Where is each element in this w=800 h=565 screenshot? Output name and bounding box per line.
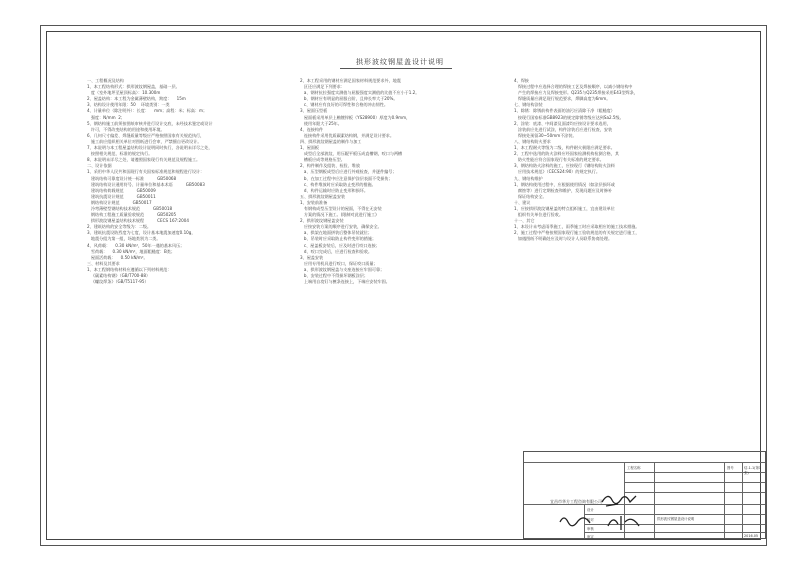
note-line: 1、屋面板 bbox=[300, 145, 319, 151]
note-line: 十、建议 bbox=[514, 199, 531, 205]
note-line: 《螺纹焊条》（GB/T5117-95） bbox=[87, 279, 149, 285]
note-line: 4、连接构件 bbox=[300, 126, 324, 132]
note-line: 上端用自攻钉与檩条连接上，下端应安装牢固。 bbox=[300, 279, 390, 285]
note-line: 产生的焊接应力及焊接变形。Q235与Q235焊接采用E43型焊条， bbox=[514, 90, 638, 96]
note-line: 成型后全部波纹，用压辊平板压成直槽钢，咬口与两槽 bbox=[300, 151, 403, 157]
note-line: 度（室外地坪至屋顶标高）：10.300m bbox=[87, 90, 161, 96]
note-line: 建筑结构荷载规范 GB50009 bbox=[87, 187, 156, 193]
title-block-label-approve: 审定 bbox=[587, 535, 594, 539]
note-line: 1、安装前准备 bbox=[300, 199, 328, 205]
note-line: 3、屋面压型板 bbox=[300, 108, 328, 114]
note-line: c、钢材应有良好的可焊性和合格的冲击韧性。 bbox=[300, 102, 389, 108]
note-line: 3、屋盖安装 bbox=[300, 254, 324, 260]
notes-column-1 bbox=[87, 78, 292, 285]
note-line: a、拱形波纹钢屋盖与支座连接应牢固可靠； bbox=[300, 266, 385, 272]
note-line: b、吊装时应采取防止构件变形的措施； bbox=[300, 236, 377, 242]
note-line: 钢结构工程施工质量验收规范 GB50205 bbox=[87, 212, 177, 218]
page-title: 拱形波纹钢屋盖设计说明 bbox=[356, 58, 444, 66]
note-line: 1、除锈：除锈前构件表面的油污应清除干净（粗糙度） bbox=[514, 108, 615, 114]
note-line: a、拱架在地面拼装后整体吊装就位； bbox=[300, 230, 372, 236]
note-line: 2、屋盖结构：本工程为金属薄壁结构，跨度： 15m bbox=[87, 96, 186, 102]
note-line: 《碳素结构钢》（GB/T700-88） bbox=[87, 273, 151, 278]
note-line: 屋面活荷载： 0.50 kN/m²。 bbox=[87, 254, 148, 260]
note-line: 5、钢结构施工前须按图纸审核并进行设计交底，未经技术鉴定或设计 bbox=[87, 120, 213, 126]
note-line: 按现行国家标准GB8923的规定除锈等级应达到Sa2.5级。 bbox=[514, 114, 624, 120]
note-line: 1、应按拱形波纹钢屋盖的特点组织施工，宜由建设单位 bbox=[514, 205, 615, 211]
note-line: 如遇图纸不明确处应及时与设计人员联系协商处理。 bbox=[514, 236, 613, 242]
note-line: 区还应满足下列要求： bbox=[300, 84, 345, 90]
note-line: 焊缝质量应满足现行规范要求，焊脚高度为6mm。 bbox=[514, 96, 611, 102]
note-line: 1、本工程钢结构材料应遵循以下列材料规范： bbox=[87, 266, 172, 272]
note-line: 防火性能应符合国家现行有关标准的规定要求。 bbox=[514, 157, 604, 163]
note-line: 应用技术规范》（CECS24:90）的规定执行。 bbox=[514, 169, 600, 175]
notes-column-3 bbox=[514, 78, 754, 243]
note-line: 1、本工程结构形式：拱形波纹钢屋盖，基础一层。 bbox=[87, 84, 180, 90]
notes-column-2 bbox=[300, 78, 510, 285]
note-line: 腐蚀等）进行定期检查和维护，发现问题应及时修补 bbox=[514, 187, 613, 193]
note-line: b、安装过程中不得损坏钢板涂层； bbox=[300, 273, 368, 278]
note-line: 4、风荷载： 0.30 kN/m²，50年一遇的基本风压； bbox=[87, 242, 185, 248]
note-line: a、钢材抗拉强度实测值与屈服强度实测值的比值不应小于1.2。 bbox=[300, 90, 420, 96]
title-block-drawing-no-label: 图号 bbox=[727, 466, 734, 470]
note-line: b、钢材应有明显的屈服台阶，且伸长率大于20%。 bbox=[300, 96, 398, 102]
note-line: 拱形波纹钢屋盖结构技术规程 CECS 167:2004 bbox=[87, 218, 189, 224]
note-line: 槽板应成等规格压型。 bbox=[300, 157, 345, 163]
note-line: 3、建筑抗震设防烈度为七度，设计基本地震加速度0.10g， bbox=[87, 230, 196, 236]
note-line: 6、几何尺寸偏差、焊缝质量等级应严格按照国家有关规范执行， bbox=[87, 132, 205, 138]
note-line: 2、拱形波纹钢屋盖安装 bbox=[300, 218, 344, 224]
note-line: 方案的情况下施工。(限制对此进行施工) bbox=[300, 212, 377, 218]
note-line: 屋面板采用单层上釉镀锌板（YS28900）厚度为0.9mm， bbox=[300, 114, 411, 120]
note-line: 钢结构设计规范 GB50017 bbox=[87, 199, 152, 205]
note-line: 建筑抗震设计规范 GB50011 bbox=[87, 193, 156, 199]
note-line: 2、施工过程中严格按照国家现行施工验收规范的有关规定进行施工， bbox=[514, 230, 640, 236]
note-line: d、咬口完成后，应进行检查和验收。 bbox=[300, 248, 373, 254]
note-line: c、屋盖板安装后，应及时进行咬口连接； bbox=[300, 242, 380, 248]
note-line: 2、涂装：底漆、中间漆及面漆均应按设计要求选用， bbox=[514, 120, 611, 126]
note-line: 冷弯薄壁型钢结构技术规范 GB50018 bbox=[87, 205, 173, 211]
note-line: 许可，不得改变结构的用途和使用环境。 bbox=[87, 126, 165, 132]
note-line: 4、计量单位（除注明外）：长度： mm；高程：米；标高：m； bbox=[87, 108, 208, 114]
note-line: 地震分组为第一组，场地类别为二类。 bbox=[87, 236, 161, 242]
note-line: 焊接过程中应选择合理的焊接工艺及焊接顺序，以减小钢结构中 bbox=[514, 84, 633, 90]
note-line: 8、本说明未详尽之处，请遵照国家现行有关规范及规程施工。 bbox=[87, 157, 201, 163]
title-block-label-check: 校对 bbox=[587, 518, 594, 522]
title-block-label-design: 设计 bbox=[587, 508, 594, 512]
note-line: 应按安装方案的顺序进行安装，确保安全。 bbox=[300, 224, 382, 230]
note-line: 1、采用中华人民共和国现行有关国家标准规范和规程进行设计： bbox=[87, 169, 205, 175]
note-line: 二、设计依据 bbox=[87, 163, 112, 169]
note-line: a、压型钢板成型后应进行外观检查，并逐件编号； bbox=[300, 169, 397, 175]
note-line: 涂装前应先进行试涂，构件涂装后应进行检查，安装 bbox=[514, 126, 613, 132]
note-line: 十一、其它 bbox=[514, 218, 535, 224]
title-block-drawing-no: 结-1-1(第1张) bbox=[744, 466, 762, 475]
note-line: c、构件堆放时应采取防止变形的措施。 bbox=[300, 181, 376, 187]
title-block-drawing-title: 拱形波纹钢屋盖设计说明 bbox=[657, 517, 695, 521]
note-line: 7、本说明与本工程屋盖结构设计说明同时执行，各说明未详尽之处， bbox=[87, 145, 213, 151]
note-line: 保证结构安全。 bbox=[514, 193, 547, 199]
title-block-project-label: 工程名称 bbox=[627, 466, 641, 470]
note-line: b、在加工过程中应注意保护涂层表面不受损伤； bbox=[300, 175, 393, 181]
note-line: 2、建筑结构的安全等级为：二级。 bbox=[87, 224, 152, 230]
note-line: 九、钢结构维护 bbox=[514, 175, 543, 181]
note-line: 3、钢结构防火涂料的施工，应按现行《钢结构防火涂料 bbox=[514, 163, 615, 169]
title-block-date: 2016.05 bbox=[744, 534, 759, 538]
note-line: 2、构件制作及组装、检验、堆放 bbox=[300, 163, 360, 169]
note-line: 1、本工程耐火等级为二级，构件耐火极限应满足要求。 bbox=[514, 145, 615, 151]
note-line: 建筑结构可靠度设计统一标准 GB50068 bbox=[87, 175, 177, 181]
note-line: 四、拱形波纹钢屋盖的制作与加工 bbox=[300, 138, 362, 144]
note-line: 按照相关规范、标准的规定执行。 bbox=[87, 151, 153, 157]
note-line: 一、工程概况及结构 bbox=[87, 78, 124, 83]
title-underline bbox=[340, 68, 452, 69]
note-line: d、构件运输时应防止变形和损坏。 bbox=[300, 187, 368, 193]
note-line: 2、工程中选用的防火涂料应经国家检测机构检测合格，其 bbox=[514, 151, 619, 157]
note-line: 雪荷载： 0.30 kN/m²，地面粗糙度：B类； bbox=[87, 248, 175, 254]
note-line: 连接构件采用优质碳素结构钢，并满足设计要求。 bbox=[300, 132, 394, 138]
note-line: 4、焊接 bbox=[514, 78, 529, 83]
note-line: 应用专用机具进行咬口，保证咬口质量； bbox=[300, 260, 378, 266]
handwritten-signature-3 bbox=[605, 512, 643, 532]
handwritten-signature-2 bbox=[558, 512, 596, 528]
note-line: 1、本设计未考虑雨季施工，雨季施工时应采取相应的施工技术措施。 bbox=[514, 224, 640, 230]
note-line: 使用年限大于25年。 bbox=[300, 120, 342, 126]
note-line: 2、本工程采用的钢材应满足国家材料规范要求外，地震 bbox=[300, 78, 401, 83]
note-line: 五、拱形波纹钢屋盖安装 bbox=[300, 193, 346, 199]
note-line: 组织有关单位进行验收。 bbox=[514, 212, 563, 218]
note-line: 1、钢结构使用过程中，应根据使用情况（如涂层损坏或 bbox=[514, 181, 615, 187]
note-line: 焊接处预留30~50mm不涂装。 bbox=[514, 132, 577, 138]
note-line: 建筑结构设计通用符号、计量单位和基本术语 GB50083 bbox=[87, 181, 205, 187]
note-line: 强度：N/mm 2； bbox=[87, 114, 125, 120]
note-line: 八、钢结构防火要求 bbox=[514, 138, 551, 144]
note-line: 有钢构成型压型设计的屋面，不得在无安装 bbox=[300, 205, 382, 211]
title-block-company: 宜昌市华方工程咨询有限公司 bbox=[550, 499, 602, 504]
note-line: 三、材料及其要求 bbox=[87, 260, 120, 266]
note-line: 3、结构设计使用年限：50 环境类别：一类 bbox=[87, 102, 170, 108]
note-line: 七、钢结构涂装 bbox=[514, 102, 543, 108]
handwritten-signature-1 bbox=[600, 490, 640, 508]
note-line: 施工前应组织相关单位对图纸进行会审，严禁擅自更改设计。 bbox=[87, 138, 202, 144]
title-block-label-review: 审核 bbox=[587, 527, 594, 531]
